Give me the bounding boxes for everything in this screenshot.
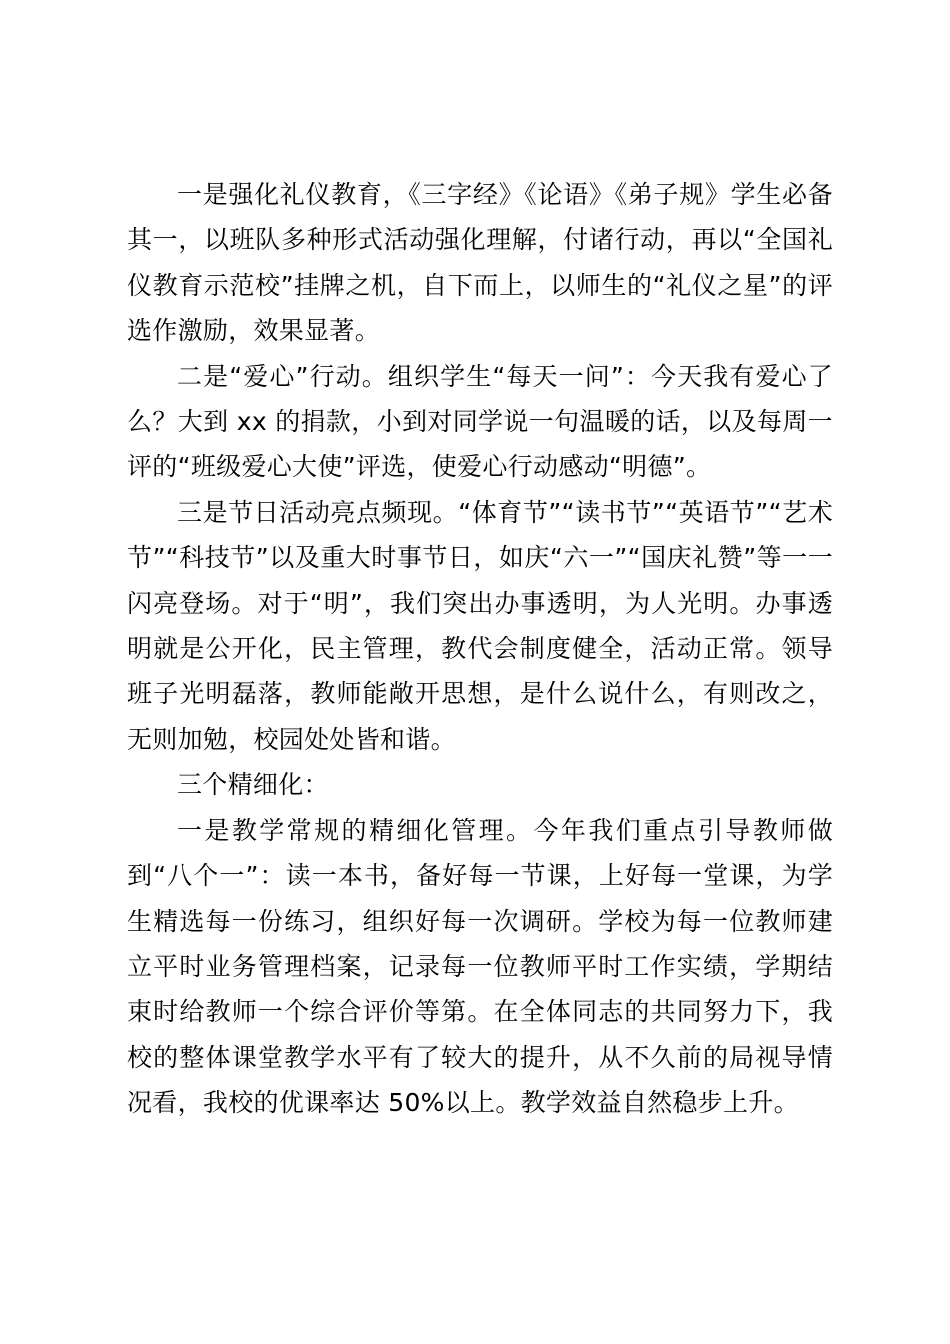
paragraph-festival-activities: 三是节日活动亮点频现。“体育节”“读书节”“英语节”“艺术节”“科技节”以及重大时事节日，如庆“六一”“国庆礼赞”等一一闪亮登场。对于“明”，我们突出办事透明，为人光明。办事透明就是公开化，民主管理，教代会制度健全，活动正常。领导班子光明磊落，教师能敞开思想，是什么说什么，有则改之，无则加勉，校园处处皆和谐。 — [127, 497, 833, 754]
paragraph-love-action: 二是“爱心”行动。组织学生“每天一问”：今天我有爱心了么？大到 xx 的捐款，小到对同学说一句温暖的话，以及每周一评的“班级爱心大使”评选，使爱心行动感动“明德”。 — [127, 361, 833, 482]
document-body — [127, 172, 833, 1126]
paragraph-teaching-management: 一是教学常规的精细化管理。今年我们重点引导教师做到“八个一”：读一本书，备好每一节课，上好每一堂课，为学生精选每一份练习，组织好每一次调研。学校为每一位教师建立平时业务管理档案，记录每一位教师平时工作实绩，学期结束时给教师一个综合评价等第。在全体同志的共同努力下，我校的整体课堂教学水平有了较大的提升，从不久前的局视导情况看，我校的优课率达 50%以上。教学效益自然稳步上升。 — [127, 815, 833, 1118]
paragraph-etiquette-education: 一是强化礼仪教育，《三字经》《论语》《弟子规》学生必备其一，以班队多种形式活动强化理解，付诸行动，再以“全国礼仪教育示范校”挂牌之机，自下而上，以师生的“礼仪之星”的评选作激励，效果显著。 — [127, 180, 833, 346]
paragraph-three-refinements-heading: 三个精细化： — [177, 770, 329, 800]
